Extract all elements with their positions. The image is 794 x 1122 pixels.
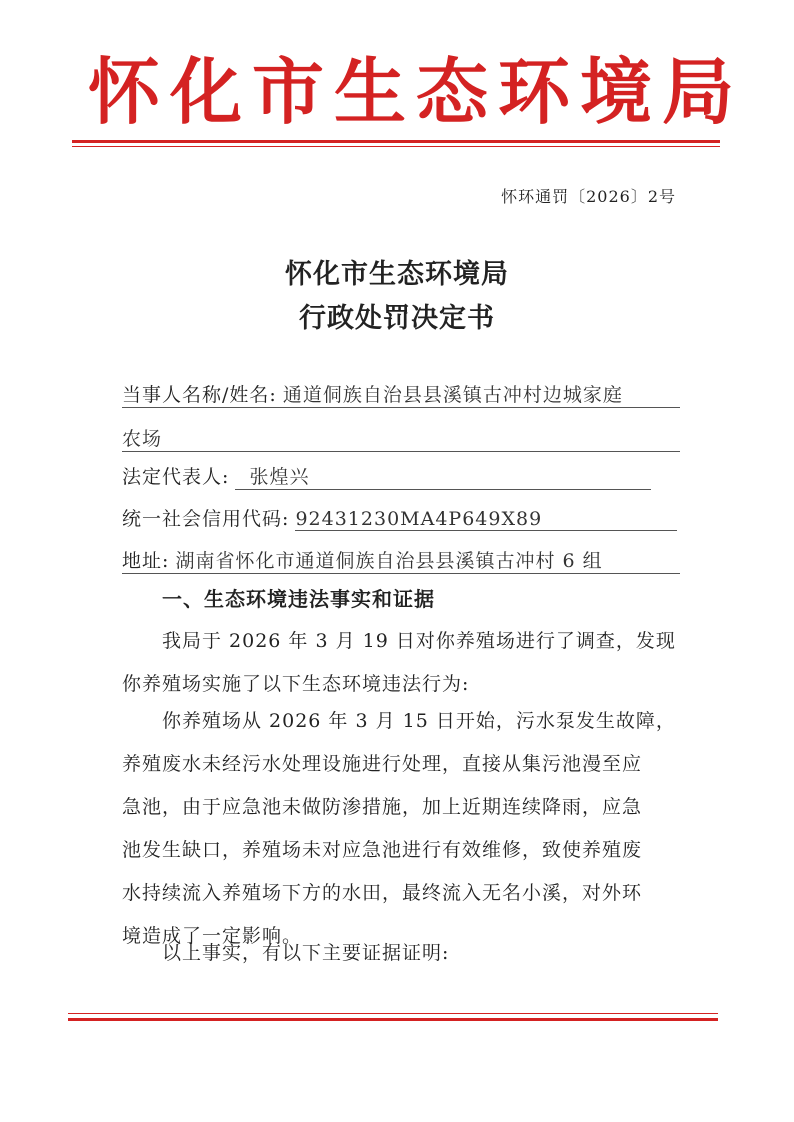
- address-label: 地址:: [122, 550, 170, 572]
- red-divider-top-thin: [72, 146, 720, 147]
- section-heading-facts-evidence: 一、生态环境违法事实和证据: [162, 587, 435, 611]
- red-divider-top-thick: [72, 140, 720, 143]
- organization-letterhead: 怀化市生态环境局: [88, 50, 745, 134]
- legal-rep-value: 张煌兴: [235, 462, 651, 490]
- legal-rep-label: 法定代表人:: [122, 466, 230, 488]
- title-organization: 怀化市生态环境局: [285, 259, 509, 290]
- paragraph-line: 池发生缺口，养殖场未对应急池进行有效维修，致使养殖废: [122, 839, 643, 861]
- paragraph-line: 以上事实，有以下主要证据证明:: [162, 942, 450, 964]
- paragraph-line: 水持续流入养殖场下方的水田，最终流入无名小溪，对外环: [122, 882, 643, 904]
- credit-code-row: [122, 504, 680, 531]
- title-document-type: 行政处罚决定书: [299, 303, 495, 334]
- address-value: 湖南省怀化市通道侗族自治县县溪镇古冲村 6 组: [175, 550, 603, 572]
- paragraph-line: 急池，由于应急池未做防渗措施，加上近期连续降雨，应急: [122, 796, 643, 818]
- paragraph-evidence-intro: [122, 932, 678, 975]
- party-name-value: 通道侗族自治县县溪镇古冲村边城家庭: [282, 384, 623, 406]
- paragraph-line: 我局于 2026 年 3 月 19 日对你养殖场进行了调查，发现: [162, 630, 676, 652]
- red-divider-bottom-thick: [68, 1018, 718, 1021]
- document-number: 怀环通罚〔2026〕2号: [501, 187, 676, 206]
- paragraph-violation-description: [122, 700, 678, 958]
- credit-code-value: 92431230MA4P649X89: [295, 508, 677, 531]
- party-name-row: [122, 380, 680, 408]
- paragraph-line: 养殖废水未经污水处理设施进行处理，直接从集污池漫至应: [122, 753, 643, 775]
- address-row: [122, 546, 680, 574]
- paragraph-investigation: [122, 620, 678, 706]
- paragraph-line: 你养殖场实施了以下生态环境违法行为:: [122, 673, 470, 695]
- party-name-value-continued: 农场: [122, 428, 163, 450]
- party-name-row-continued: [122, 424, 680, 452]
- party-name-label: 当事人名称/姓名:: [122, 384, 277, 406]
- red-divider-bottom-thin: [68, 1013, 718, 1014]
- paragraph-line: 境造成了一定影响。: [122, 925, 303, 947]
- paragraph-line: 你养殖场从 2026 年 3 月 15 日开始，污水泵发生故障，: [162, 710, 676, 732]
- credit-code-label: 统一社会信用代码:: [122, 508, 290, 530]
- legal-rep-row: [122, 462, 680, 490]
